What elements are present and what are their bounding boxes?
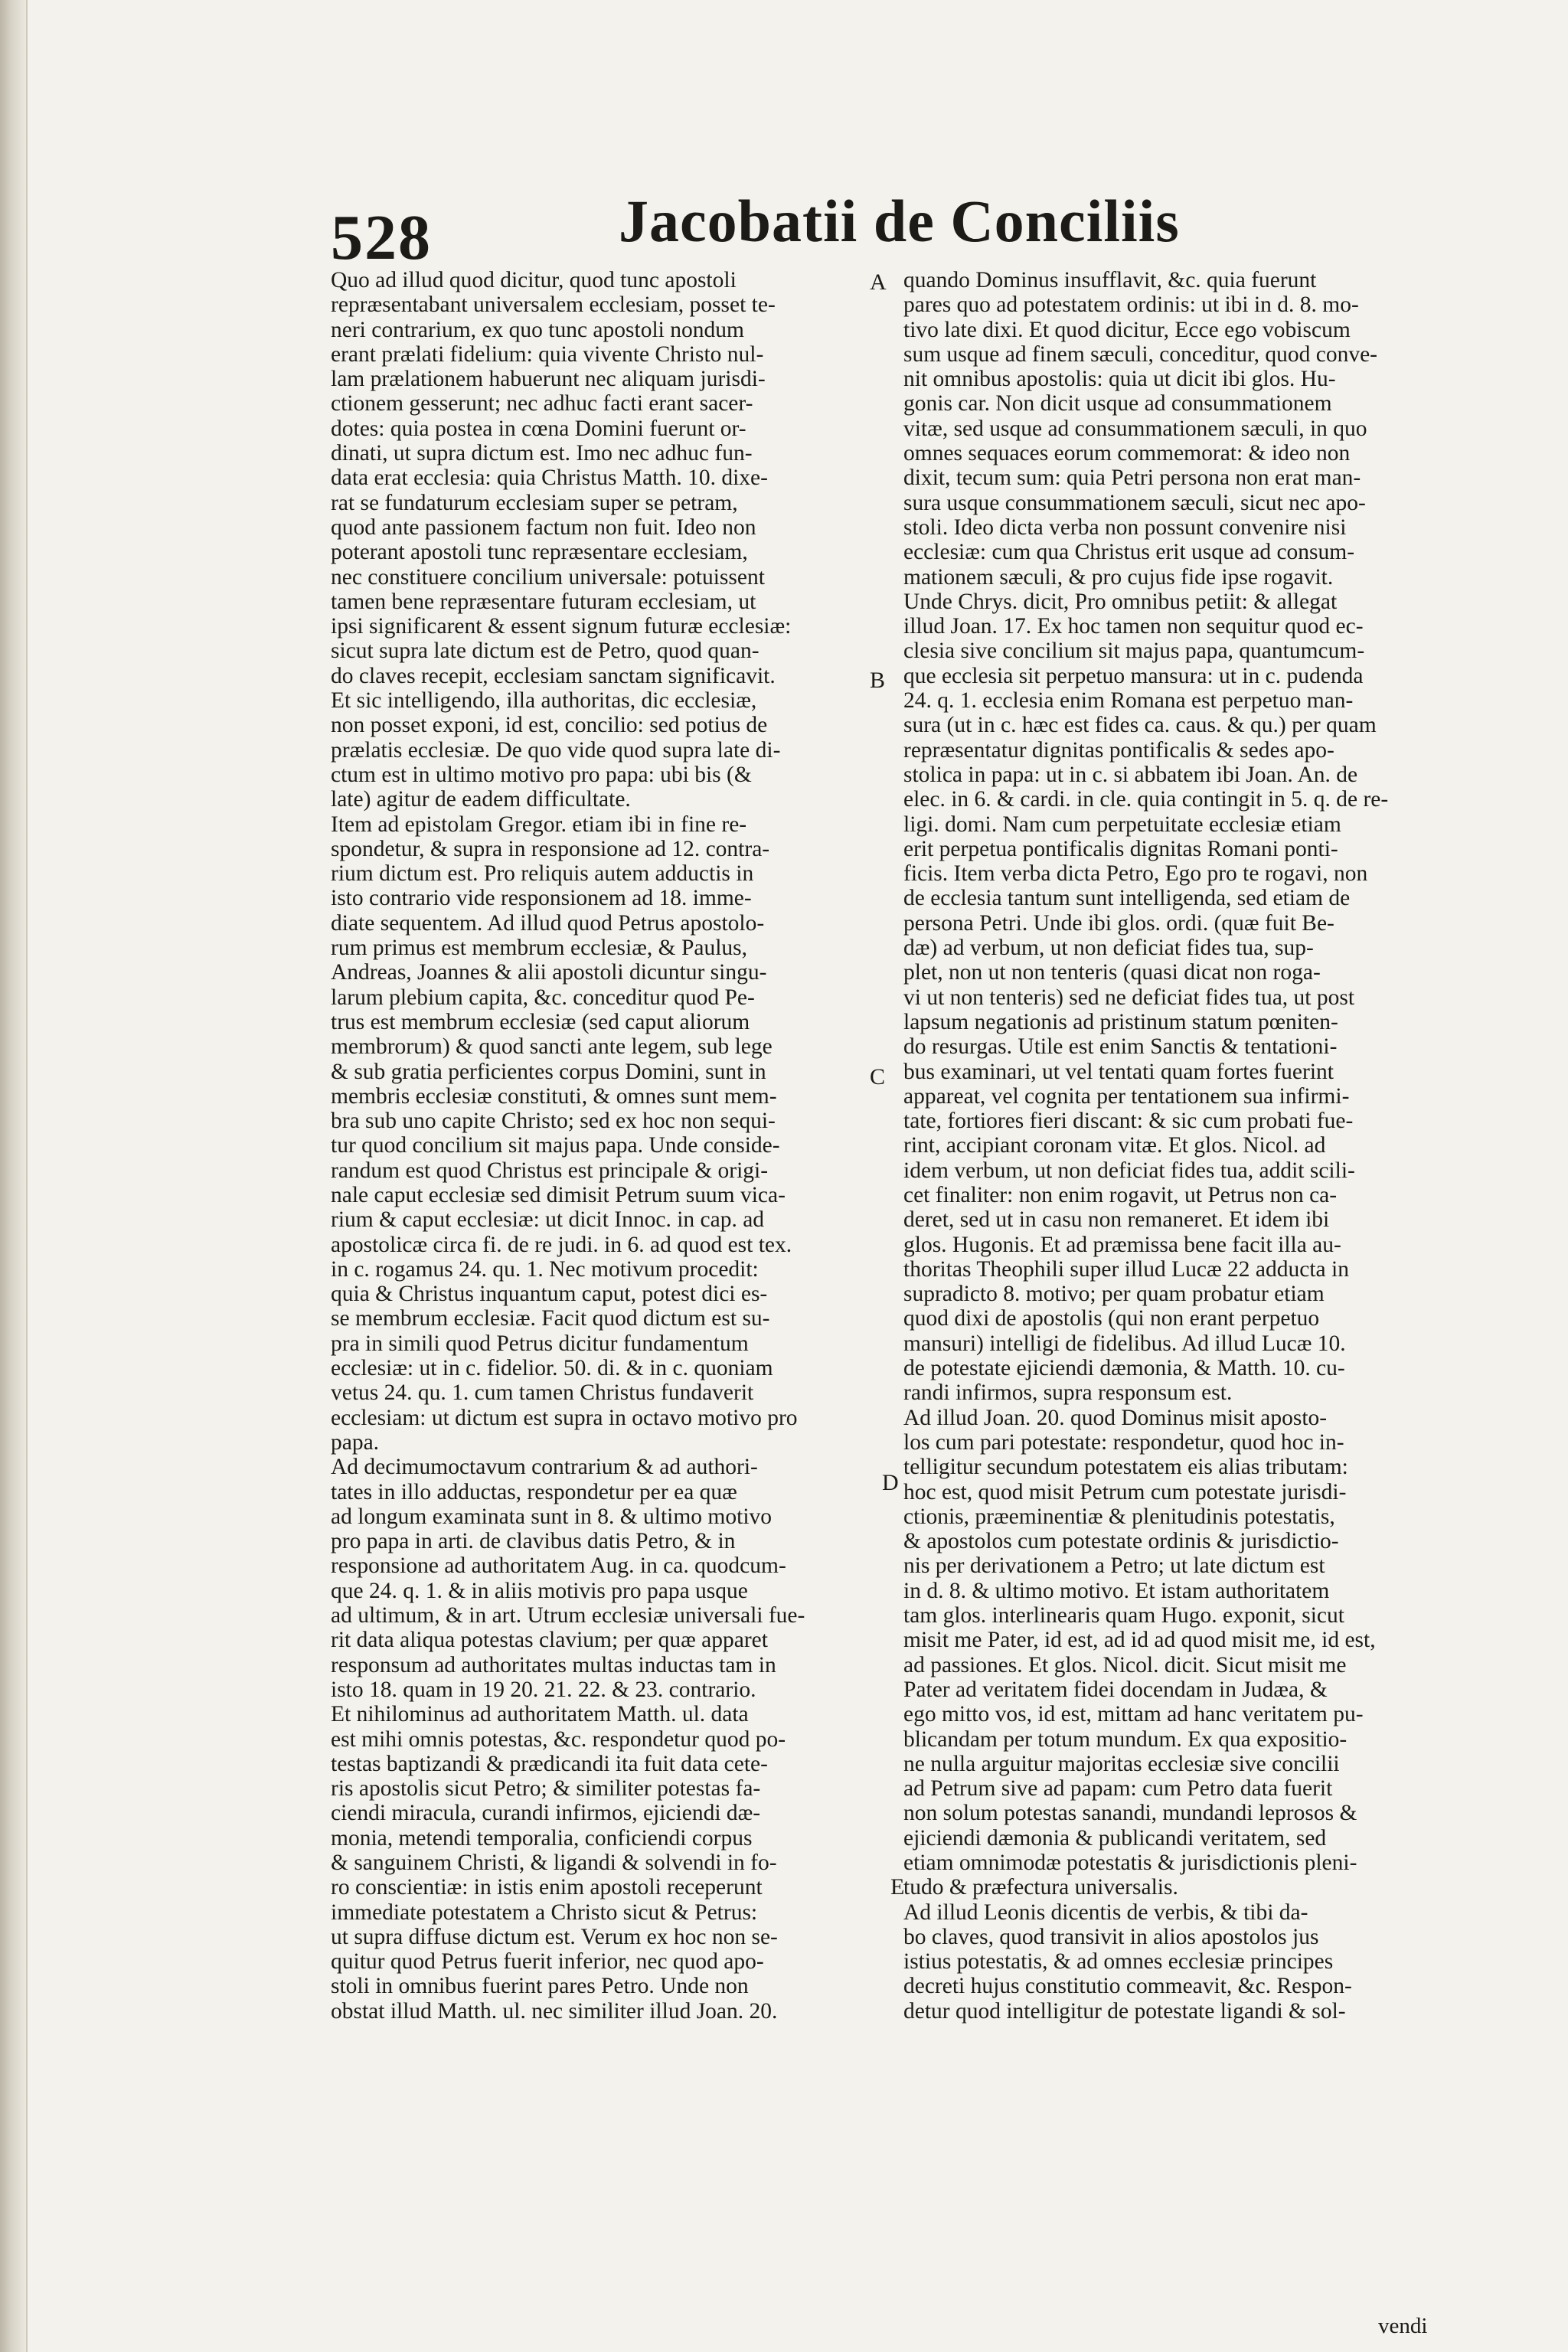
text-line: ejiciendi dæmonia & publicandi veritatem, sed <box>903 1825 1327 1851</box>
text-line: quia & Christus inquantum caput, potest dici es- <box>331 1282 768 1307</box>
text-line: rint, accipiant coronam vitæ. Et glos. Nicol. ad <box>903 1133 1326 1158</box>
text-line: Et sic intelligendo, illa authoritas, dic ecclesiæ, <box>331 688 757 714</box>
text-line: responsione ad authoritatem Aug. in ca. quodcum- <box>331 1553 786 1579</box>
text-line: quod ante passionem factum non fuit. Ideo non <box>331 514 756 540</box>
text-line: telligitur secundum potestatem eis alias tributam: <box>903 1455 1348 1480</box>
text-line: pra in simili quod Petrus dicitur fundamentum <box>331 1331 749 1356</box>
text-line: etiam omnimodæ potestatis & jurisdictionis pleni- <box>903 1851 1357 1875</box>
text-line: quod dixi de apostolis (qui non erant perpetuo <box>903 1306 1320 1331</box>
text-line: omnes sequaces eorum commemorat: & ideo non <box>903 441 1351 466</box>
running-title: Jacobatii de Conciliis <box>619 188 1180 254</box>
text-line: ctum est in ultimo motivo pro papa: ubi bis (& <box>331 762 752 787</box>
text-line: dixit, tecum sum: quia Petri persona non erat man- <box>903 466 1361 491</box>
margin-marker-a: A <box>870 270 887 295</box>
text-line: trus est membrum ecclesiæ (sed caput aliorum <box>331 1009 750 1034</box>
text-line: tam glos. interlinearis quam Hugo. exponit, sicut <box>903 1603 1344 1628</box>
text-line: Ad illud Leonis dicentis de verbis, & tibi da- <box>903 1900 1308 1925</box>
text-line: ego mitto vos, id est, mittam ad hanc veritatem pu- <box>903 1702 1364 1727</box>
text-line: tates in illo adductas, respondetur per ea quæ <box>331 1479 737 1504</box>
text-line: bra sub uno capite Christo; sed ex hoc non sequi- <box>331 1109 776 1134</box>
text-line: cet finaliter: non enim rogavit, ut Petrus non ca- <box>903 1182 1338 1207</box>
text-line: vitæ, sed usque ad consummationem sæculi, in quo <box>903 416 1367 441</box>
text-line: prælatis ecclesiæ. De quo vide quod supra late di- <box>331 737 781 763</box>
text-line: decreti hujus constitutio commeavit, &c. Respon- <box>903 1974 1352 1999</box>
text-line: rit data aliqua potestas clavium; per quæ apparet <box>331 1628 768 1653</box>
text-line: nit omnibus apostolis: quia ut dicit ibi glos. Hu- <box>903 367 1336 392</box>
text-line: data erat ecclesia: quia Christus Matth. 10. dixe- <box>331 466 768 491</box>
text-line: do claves recepit, ecclesiam sanctam significavit. <box>331 663 776 688</box>
text-line: Quo ad illud quod dicitur, quod tunc apostoli <box>331 268 737 292</box>
text-line: elec. in 6. & cardi. in cle. quia contingit in 5. q. de re- <box>903 787 1389 812</box>
text-line: que ecclesia sit perpetuo mansura: ut in c. pudenda <box>903 663 1364 688</box>
text-line: vetus 24. qu. 1. cum tamen Christus fundaverit <box>331 1380 754 1406</box>
text-line: stolica in papa: ut in c. si abbatem ibi Joan. An. de <box>903 762 1358 787</box>
text-line: thoritas Theophili super illud Lucæ 22 adducta in <box>903 1256 1349 1282</box>
text-line: deret, sed ut in casu non remaneret. Et idem ibi <box>903 1207 1330 1233</box>
text-line: ad passiones. Et glos. Nicol. dicit. Sicut misit me <box>903 1652 1347 1677</box>
text-line: randum est quod Christus est principale & origi- <box>331 1158 769 1183</box>
text-line: neri contrarium, ex quo tunc apostoli nondum <box>331 317 744 342</box>
text-line: bus examinari, ut vel tentati quam fortes fuerint <box>903 1059 1334 1084</box>
left-column <box>331 268 870 2024</box>
text-line: & apostolos cum potestate ordinis & jurisdictio- <box>903 1529 1339 1554</box>
text-line: los cum pari potestate: respondetur, quod hoc in- <box>903 1429 1344 1455</box>
text-line: monia, metendi temporalia, conficiendi corpus <box>331 1825 753 1851</box>
text-line: ad ultimum, & in art. Utrum ecclesiæ universali fue- <box>331 1603 805 1628</box>
text-line: lam prælationem habuerunt nec aliquam jurisdi- <box>331 367 766 392</box>
text-line: dotes: quia postea in cœna Domini fuerunt or- <box>331 416 746 441</box>
text-line: membris ecclesiæ constituti, & omnes sunt mem- <box>331 1083 777 1109</box>
text-line: quitur quod Petrus fuerit inferior, nec quod apo- <box>331 1949 764 1975</box>
text-line: de ecclesia tantum sunt intelligenda, sed etiam de <box>903 886 1351 911</box>
text-line: spondetur, & supra in responsione ad 12. contra- <box>331 836 770 861</box>
text-line: persona Petri. Unde ibi glos. ordi. (quæ fuit Be- <box>903 910 1334 936</box>
catchword: vendi <box>1378 2314 1428 2338</box>
text-line: sura (ut in c. hæc est fides ca. caus. & qu.) per quam <box>903 713 1377 738</box>
text-line: obstat illud Matth. ul. nec similiter illud Joan. 20. <box>331 1998 778 2024</box>
text-line: poterant apostoli tunc repræsentare ecclesiam, <box>331 540 748 565</box>
text-line: membrorum) & quod sancti ante legem, sub lege <box>331 1034 773 1060</box>
text-line: dæ) ad verbum, ut non deficiat fides tua, sup- <box>903 936 1314 961</box>
text-line: detur quod intelligitur de potestate ligandi & sol- <box>903 1998 1346 2024</box>
text-line: rum primus est membrum ecclesiæ, & Paulus, <box>331 936 748 961</box>
margin-marker-d: D <box>882 1470 899 1495</box>
text-line: pares quo ad potestatem ordinis: ut ibi in d. 8. mo- <box>903 292 1359 318</box>
text-line: tivo late dixi. Et quod dicitur, Ecce ego vobiscum <box>903 317 1351 342</box>
text-line: do resurgas. Utile est enim Sanctis & tentationi- <box>903 1034 1338 1060</box>
text-line: larum plebium capita, &c. conceditur quod Pe- <box>331 985 755 1010</box>
right-column <box>903 268 1439 2024</box>
text-line: papa. <box>331 1429 380 1455</box>
text-line: rium dictum est. Pro reliquis autem adductis in <box>331 861 754 887</box>
text-line: mansuri) intelligi de fidelibus. Ad illud Lucæ 10. <box>903 1331 1346 1356</box>
text-line: mationem sæculi, & pro cujus fide ipse rogavit. <box>903 564 1334 590</box>
text-line: erant prælati fidelium: quia vivente Christo nul- <box>331 341 764 367</box>
text-line: plet, non ut non tenteris (quasi dicat non roga- <box>903 960 1321 985</box>
text-line: testas baptizandi & prædicandi ita fuit data cete- <box>331 1751 768 1776</box>
text-line: erit perpetua pontificalis dignitas Romani ponti- <box>903 836 1338 861</box>
text-line: repræsentatur dignitas pontificalis & sedes apo- <box>903 737 1334 763</box>
text-line: que 24. q. 1. & in aliis motivis pro papa usque <box>331 1578 748 1603</box>
text-line: idem verbum, ut non deficiat fides tua, addit scili- <box>903 1158 1355 1183</box>
text-line: stoli. Ideo dicta verba non possunt convenire nisi <box>903 514 1347 540</box>
text-line: non posset exponi, id est, concilio: sed potius de <box>331 713 768 738</box>
text-line: & sub gratia perficientes corpus Domini, sunt in <box>331 1059 766 1084</box>
text-line: blicandam per totum mundum. Ex qua expositio- <box>903 1726 1348 1752</box>
text-line: Unde Chrys. dicit, Pro omnibus petiit: & allegat <box>903 589 1338 614</box>
margin-marker-e: E <box>890 1874 905 1900</box>
text-line: 24. q. 1. ecclesia enim Romana est perpetuo man- <box>903 688 1354 714</box>
text-line: pro papa in arti. de clavibus datis Petro, & in <box>331 1529 736 1554</box>
text-line: ne nulla arguitur majoritas ecclesiæ sive concilii <box>903 1751 1340 1776</box>
text-line: ecclesiam: ut dictum est supra in octavo motivo pro <box>331 1405 798 1430</box>
text-line: Item ad epistolam Gregor. etiam ibi in fine re- <box>331 812 747 837</box>
text-line: appareat, vel cognita per tentationem sua infirmi- <box>903 1083 1350 1109</box>
text-line: est mihi omnis potestas, &c. respondetur quod po- <box>331 1726 786 1752</box>
margin-marker-b: B <box>870 668 886 693</box>
margin-marker-c: C <box>870 1064 886 1089</box>
text-line: late) agitur de eadem difficultate. <box>331 787 631 812</box>
text-line: ro conscientiæ: in istis enim apostoli receperunt <box>331 1875 763 1900</box>
text-line: ad longum examinata sunt in 8. & ultimo motivo <box>331 1504 773 1529</box>
text-line: responsum ad authoritates multas inductas tam in <box>331 1652 776 1677</box>
text-line: nale caput ecclesiæ sed dimisit Petrum suum vica- <box>331 1182 786 1207</box>
text-line: dinati, ut supra dictum est. Imo nec adhuc fun- <box>331 441 753 466</box>
text-line: ligi. domi. Nam cum perpetuitate ecclesiæ etiam <box>903 812 1341 837</box>
text-line: nec constituere concilium universale: potuissent <box>331 564 765 590</box>
text-line: apostolicæ circa fi. de re judi. in 6. ad quod est tex. <box>331 1232 792 1257</box>
text-line: immediate potestatem a Christo sicut & Petrus: <box>331 1900 758 1925</box>
text-line: sura usque consummationem sæculi, sicut nec apo- <box>903 490 1366 515</box>
text-line: istius potestatis, & ad omnes ecclesiæ principes <box>903 1949 1334 1975</box>
text-line: clesia sive concilium sit majus papa, quantumcum- <box>903 639 1365 664</box>
text-line: glos. Hugonis. Et ad præmissa bene facit illa au- <box>903 1232 1341 1257</box>
text-line: in c. rogamus 24. qu. 1. Nec motivum procedit: <box>331 1256 759 1282</box>
text-line: diate sequentem. Ad illud quod Petrus apostolo- <box>331 910 765 936</box>
text-line: tamen bene repræsentare futuram ecclesiam, ut <box>331 589 756 614</box>
text-line: de potestate ejiciendi dæmonia, & Matth. 10. cu- <box>903 1356 1345 1381</box>
text-line: in d. 8. & ultimo motivo. Et istam authoritatem <box>903 1578 1330 1603</box>
text-line: ad Petrum sive ad papam: cum Petro data fuerit <box>903 1776 1333 1802</box>
text-line: lapsum negationis ad pristinum statum pœniten- <box>903 1009 1338 1034</box>
text-line: Ad decimumoctavum contrarium & ad authori- <box>331 1455 758 1480</box>
text-line: & sanguinem Christi, & ligandi & solvendi in fo- <box>331 1851 777 1875</box>
text-line: quando Dominus insufflavit, &c. quia fuerunt <box>903 268 1317 292</box>
text-line: Et nihilominus ad authoritatem Matth. ul. data <box>331 1702 749 1727</box>
book-spine-shadow <box>0 0 26 2352</box>
text-line: illud Joan. 17. Ex hoc tamen non sequitur quod ec- <box>903 614 1364 639</box>
text-line: ctionis, præeminentiæ & plenitudinis potestatis, <box>903 1504 1335 1529</box>
text-line: bo claves, quod transivit in alios apostolos jus <box>903 1924 1319 1949</box>
text-line: ecclesiæ: cum qua Christus erit usque ad consum- <box>903 540 1355 565</box>
text-line: Andreas, Joannes & alii apostoli dicuntur singu- <box>331 960 767 985</box>
text-line: ecclesiæ: ut in c. fidelior. 50. di. & in c. quoniam <box>331 1356 773 1381</box>
text-line: tudo & præfectura universalis. <box>903 1875 1178 1900</box>
text-line: non solum potestas sanandi, mundandi leprosos & <box>903 1801 1357 1826</box>
text-line: ipsi significarent & essent signum futuræ ecclesiæ: <box>331 614 792 639</box>
text-line: ficis. Item verba dicta Petro, Ego pro te rogavi, non <box>903 861 1368 887</box>
text-line: Ad illud Joan. 20. quod Dominus misit aposto- <box>903 1405 1328 1430</box>
text-line: sicut supra late dictum est de Petro, quod quan- <box>331 639 760 664</box>
text-line: randi infirmos, supra responsum est. <box>903 1380 1233 1406</box>
text-line: misit me Pater, id est, ad id ad quod misit me, id est, <box>903 1628 1376 1653</box>
text-line: ciendi miracula, curandi infirmos, ejiciendi dæ- <box>331 1801 761 1826</box>
page-number: 528 <box>331 202 432 273</box>
text-line: tur quod concilium sit majus papa. Unde conside- <box>331 1133 780 1158</box>
text-line: isto contrario vide responsionem ad 18. imme- <box>331 886 752 911</box>
text-line: repræsentabant universalem ecclesiam, posset te- <box>331 292 776 318</box>
text-line: rium & caput ecclesiæ: ut dicit Innoc. in cap. ad <box>331 1207 765 1233</box>
text-line: stoli in omnibus fuerint pares Petro. Unde non <box>331 1974 749 1999</box>
text-line: se membrum ecclesiæ. Facit quod dictum est su- <box>331 1306 770 1331</box>
text-line: supradicto 8. motivo; per quam probatur etiam <box>903 1282 1325 1307</box>
text-line: nis per derivationem a Petro; ut late dictum est <box>903 1553 1325 1579</box>
text-line: rat se fundaturum ecclesiam super se petram, <box>331 490 738 515</box>
text-line: vi ut non tenteris) sed ne deficiat fides tua, ut post <box>903 985 1355 1010</box>
text-line: Pater ad veritatem fidei docendam in Judæa, & <box>903 1677 1328 1702</box>
text-line: hoc est, quod misit Petrum cum potestate jurisdi- <box>903 1479 1347 1504</box>
text-line: ut supra diffuse dictum est. Verum ex hoc non se- <box>331 1924 778 1949</box>
gutter-edge <box>26 0 28 2352</box>
text-line: sum usque ad finem sæculi, conceditur, quod conve- <box>903 341 1377 367</box>
text-line: tate, fortiores fieri discant: & sic cum probati fue- <box>903 1109 1354 1134</box>
text-line: ris apostolis sicut Petro; & similiter potestas fa- <box>331 1776 761 1802</box>
text-line: ctionem gesserunt; nec adhuc facti erant sacer- <box>331 391 753 416</box>
text-line: isto 18. quam in 19 20. 21. 22. & 23. contrario. <box>331 1677 756 1702</box>
text-line: gonis car. Non dicit usque ad consummationem <box>903 391 1332 416</box>
